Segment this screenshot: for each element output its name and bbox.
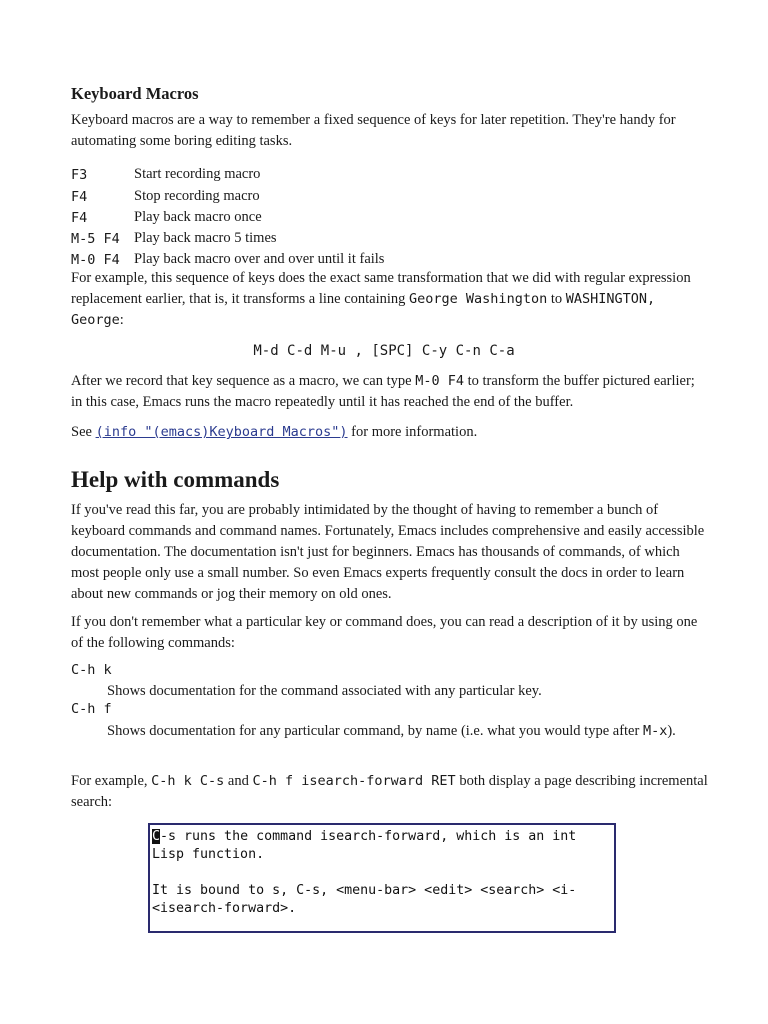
ch-k-description: Shows documentation for the command associated with any particular key. xyxy=(107,683,542,699)
macros-intro: Keyboard macros are a way to remember a fixed sequence of keys for later repetition. They're handy for automating some boring editing tasks. xyxy=(71,112,676,149)
terminal-line: It is bound to s, C-s, <menu-bar> <edit> <search> <i- xyxy=(152,883,577,898)
macro-example-paragraph xyxy=(71,268,708,331)
key-code: F4 xyxy=(71,209,88,226)
example-text: For example, this sequence of keys does the exact same transformation that we did with regular expression replacement earlier, that is, it transforms a line containing xyxy=(71,270,691,307)
macros-heading: Keyboard Macros xyxy=(71,84,199,103)
terminal-text: -s runs the command isearch-forward, which is an int xyxy=(160,829,577,844)
ch-f-key: C-h f xyxy=(71,701,112,717)
ch-f-text: Shows documentation for any particular command, by name (i.e. what you would type after xyxy=(107,723,643,739)
key-row xyxy=(71,162,691,183)
example-code-washington: WASHINGTON, George xyxy=(71,291,656,328)
key-description: Play back macro over and over until it fails xyxy=(134,251,385,268)
help-intro-paragraph: If you've read this far, you are probably intimidated by the thought of having to remember a bunch of keyboard commands and command names. Fortunately, Emacs includes comprehensive and easily accessible documentation. The documentation isn't just for beginners. Emacs has thousands of commands, of which most people only use a small number. So even Emacs experts frequently consult the docs in order to learn about new commands or jog their memory on old ones. xyxy=(71,502,705,602)
emacs-help-screenshot xyxy=(148,823,616,933)
see-suffix: for more information. xyxy=(347,424,478,440)
help-example-paragraph xyxy=(71,771,708,813)
terminal-line: <isearch-forward>. xyxy=(152,901,297,916)
help-heading: Help with commands xyxy=(71,467,280,492)
after-text: After we record that key sequence as a macro, we can type xyxy=(71,373,416,389)
key-code: F4 xyxy=(71,188,88,205)
terminal-line xyxy=(152,864,614,882)
ch-k-key: C-h k xyxy=(71,662,112,678)
key-description: Start recording macro xyxy=(134,166,261,183)
help-ex-text: For example, xyxy=(71,773,152,789)
key-row xyxy=(71,183,691,204)
ch-f-description xyxy=(107,721,708,741)
see-prefix: See xyxy=(71,424,96,440)
help-ex-text: both display a page describing incremental search: xyxy=(71,773,708,810)
macro-key-sequence: M-d C-d M-u , [SPC] C-y C-n C-a xyxy=(253,343,515,359)
key-code: M-0 F4 xyxy=(71,252,120,269)
ch-f-text: ). xyxy=(667,723,676,739)
text-cursor: C xyxy=(152,829,161,844)
help-commands-paragraph: If you don't remember what a particular key or command does, you can read a description of it by using one of the following commands: xyxy=(71,614,698,651)
help-command-list xyxy=(71,660,708,741)
key-description: Play back macro 5 times xyxy=(134,230,277,247)
key-row xyxy=(71,205,691,226)
key-row xyxy=(71,247,691,268)
see-info-paragraph xyxy=(71,422,708,443)
macro-key-table xyxy=(71,162,691,268)
example-text: : xyxy=(119,312,124,328)
key-description: Stop recording macro xyxy=(134,187,260,204)
terminal-line xyxy=(152,828,614,846)
after-text: to transform the buffer pictured earlier; in this case, Emacs runs the macro repeatedly until it has reached the end of the buffer. xyxy=(71,373,695,410)
example-text: to xyxy=(547,291,566,307)
terminal-line: Lisp function. xyxy=(152,847,265,862)
help-ex-text: and xyxy=(224,773,253,789)
after-code: M-0 F4 xyxy=(415,373,464,389)
key-description: Play back macro once xyxy=(134,208,262,225)
macro-after-paragraph xyxy=(71,371,708,413)
help-ex-code-2: C-h f isearch-forward RET xyxy=(252,773,456,789)
ch-f-code: M-x xyxy=(642,723,668,739)
key-code: M-5 F4 xyxy=(71,231,120,248)
example-code-george: George Washington xyxy=(409,291,548,307)
key-code: F3 xyxy=(71,167,88,184)
info-keyboard-macros-link[interactable]: (info "(emacs)Keyboard Macros") xyxy=(95,424,348,440)
help-ex-code-1: C-h k C-s xyxy=(151,773,225,789)
key-row xyxy=(71,226,691,247)
